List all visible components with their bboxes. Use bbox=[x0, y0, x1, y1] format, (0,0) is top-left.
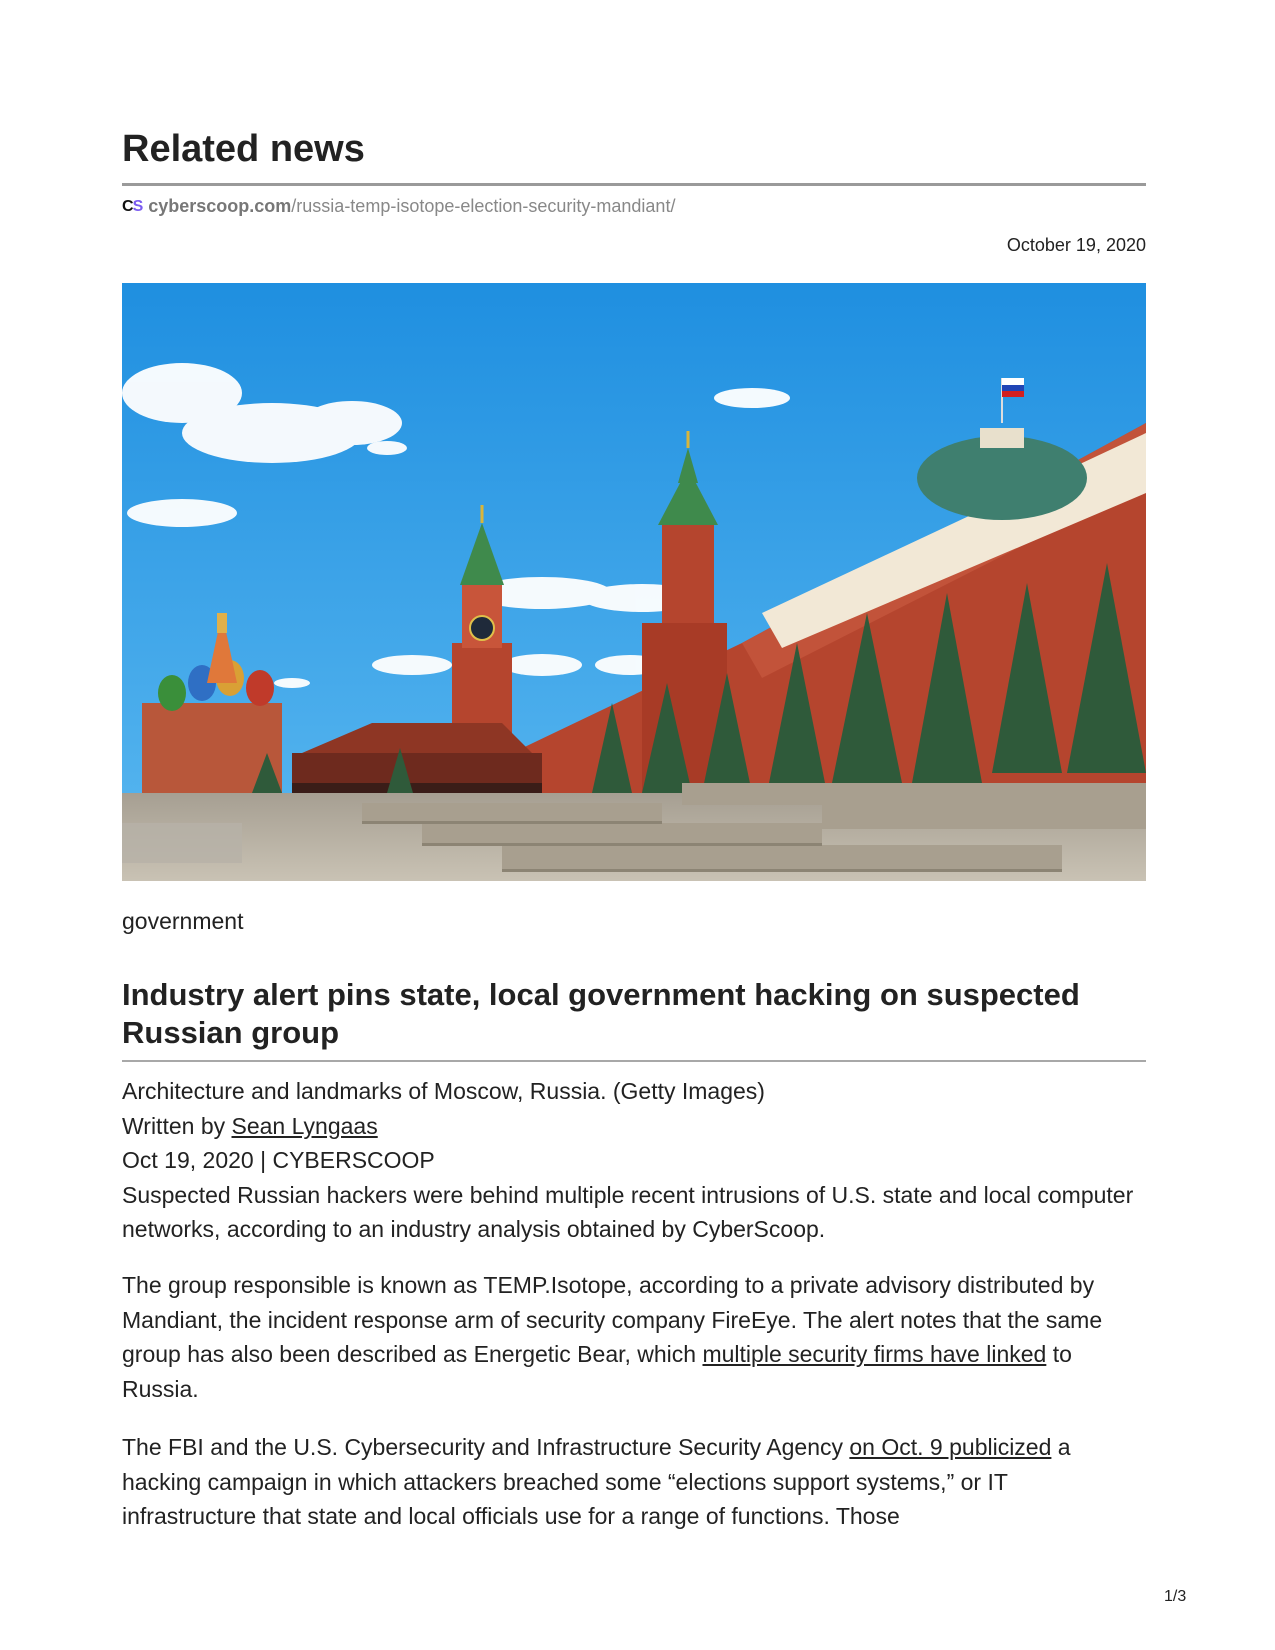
source-line bbox=[122, 196, 675, 217]
cyberscoop-logo-icon: CS bbox=[122, 197, 143, 215]
article-body bbox=[122, 1268, 1146, 1558]
hero-image bbox=[122, 283, 1146, 881]
security-firms-link[interactable]: multiple security firms have linked bbox=[702, 1341, 1047, 1367]
dateline: Oct 19, 2020 | CYBERSCOOP bbox=[122, 1147, 435, 1173]
author-link[interactable]: Sean Lyngaas bbox=[231, 1112, 378, 1139]
page-heading: Related news bbox=[122, 128, 365, 170]
byline: Written by Sean Lyngaas bbox=[122, 1112, 378, 1139]
article-meta bbox=[122, 1074, 1146, 1247]
moscow-kremlin-photo bbox=[122, 283, 1146, 881]
paragraph-3: The FBI and the U.S. Cybersecurity and Infrastructure Security Agency on Oct. 9 publicized a hacking campaign in which attackers breached some “elections support systems,” or IT infrastructure that state and local officials use for a range of functions. Those bbox=[122, 1434, 1071, 1529]
article-category: government bbox=[122, 908, 244, 934]
title-divider bbox=[122, 1060, 1146, 1062]
oct-9-link[interactable]: on Oct. 9 publicized bbox=[849, 1434, 1052, 1460]
article-title: Industry alert pins state, local government hacking on suspected Russian group bbox=[122, 977, 1080, 1050]
lede-paragraph: Suspected Russian hackers were behind multiple recent intrusions of U.S. state and local computer networks, according to an industry analysis obtained by CyberScoop. bbox=[122, 1181, 1134, 1242]
publish-date: October 19, 2020 bbox=[1006, 235, 1146, 255]
source-path[interactable]: /russia-temp-isotope-election-security-mandiant/ bbox=[291, 196, 676, 216]
paragraph-2: The group responsible is known as TEMP.Isotope, according to a private advisory distributed by Mandiant, the incident response arm of security company FireEye. The alert notes that the same group has also been described as Energetic Bear, which multiple security firms have linked to Russia. bbox=[122, 1272, 1103, 1402]
heading-divider bbox=[122, 183, 1146, 186]
image-caption: Architecture and landmarks of Moscow, Russia. (Getty Images) bbox=[122, 1078, 765, 1104]
page-number: 1/3 bbox=[1164, 1588, 1187, 1605]
source-domain[interactable]: cyberscoop.com bbox=[148, 196, 292, 216]
